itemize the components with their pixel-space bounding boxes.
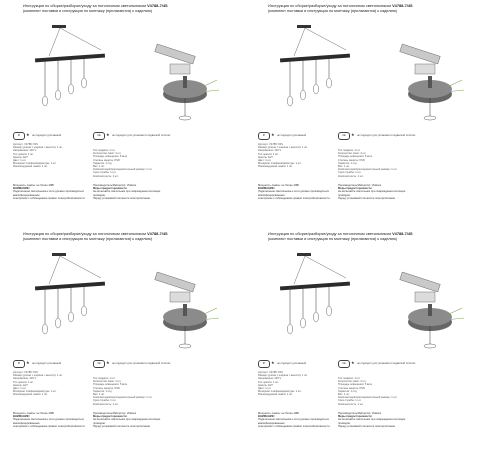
badge2-note: не подходит для установки в подвесной потолок [357, 361, 416, 365]
badge2-note: не подходит для установки в подвесной потолок [112, 361, 171, 365]
badge2-note: не подходит для установки в подвесной потолок [112, 133, 171, 137]
star-icon: ★ [271, 132, 275, 137]
specs-left: Артикул: V4788-7/4S Размер (длина × ширина × высота): 1 шт. Напряжение: 220 V Тип цоколя: 1 шт. Цоколь: E27 Цвет: 1 шт. Материал плафона/арматуры: 1 шт. Рекомендуемая лампа: 1 шт. [13, 371, 63, 397]
specs-left: Артикул: V4788-7/4S Размер (длина × ширина × высота): 1 шт. Напряжение: 220 V Тип цоколя: 1 шт. Цоколь: E27 Цвет: 1 шт. Материал плафона/арматуры: 1 шт. Рекомендуемая лампа: 1 шт. [258, 143, 308, 169]
star-icon: ★ [351, 132, 355, 137]
ce-badge-icon: CE [338, 360, 350, 368]
specs-right: Тип подвеса: 1 шт. Количество ламп: 4 шт. Площадь освещения: 5 кв.м Степень защиты: IP20 Гарантия: 1 год Вес: 1 шт. Комплектация/присоединительный размер: 1 шт. Срок службы: 1 шт. Комплектность: 1 шт. [93, 149, 153, 178]
ip-badge-icon: IP [258, 132, 270, 140]
chandelier-illustration [250, 242, 485, 352]
ce-badge-icon: CE [338, 132, 350, 140]
warning-left: Мощность лампы: не более 40Вт ВНИМАНИЕ! Подключение светильника к сети должно производиться квалифицированным электриком с соблюдением правил электробезопасности. [13, 412, 86, 428]
chandelier-illustration [250, 14, 485, 124]
specs-left: Артикул: V4788-7/4S Размер (длина × ширина × высота): 1 шт. Напряжение: 220 V Тип цоколя: 1 шт. Цоколь: E27 Цвет: 1 шт. Материал плафона/арматуры: 1 шт. Рекомендуемая лампа: 1 шт. [13, 143, 63, 169]
badge1-note: не подходит для ванной [32, 133, 62, 137]
chandelier-illustration [5, 242, 240, 352]
warning-left: Мощность лампы: не более 40Вт ВНИМАНИЕ! Подключение светильника к сети должно производиться квалифицированным электриком с соблюдением правил электробезопасности. [258, 412, 331, 428]
chandelier-illustration [5, 14, 240, 124]
ip-badge-icon: IP [13, 360, 25, 368]
ce-badge-icon: CE [93, 132, 105, 140]
ip-badge-icon: IP [258, 360, 270, 368]
warning-left: Мощность лампы: не более 40Вт ВНИМАНИЕ! Подключение светильника к сети должно производиться квалифицированным электриком с соблюдением правил электробезопасности. [13, 184, 86, 200]
warning-right: Производитель/Импортёр: Vitaluce Меры предосторожности Не включайте светильник при повреждении изоляции проводов. Перед установкой отключите электропитание. [93, 184, 161, 200]
specs-right: Тип подвеса: 1 шт. Количество ламп: 4 шт. Площадь освещения: 5 кв.м Степень защиты: IP20 Гарантия: 1 год Вес: 1 шт. Комплектация/присоединительный размер: 1 шт. Срок службы: 1 шт. Комплектность: 1 шт. [338, 149, 398, 178]
star-icon: ★ [351, 360, 355, 365]
detail-bar [155, 44, 196, 74]
specs-left: Артикул: V4788-7/4S Размер (длина × ширина × высота): 1 шт. Напряжение: 220 V Тип цоколя: 1 шт. Цоколь: E27 Цвет: 1 шт. Материал плафона/арматуры: 1 шт. Рекомендуемая лампа: 1 шт. [258, 371, 308, 397]
warning-right: Производитель/Импортёр: Vitaluce Меры предосторожности Не включайте светильник при повреждении изоляции проводов. Перед установкой отключите электропитание. [93, 412, 161, 428]
specs-right: Тип подвеса: 1 шт. Количество ламп: 4 шт. Площадь освещения: 5 кв.м Степень защиты: IP20 Гарантия: 1 год Вес: 1 шт. Комплектация/присоединительный размер: 1 шт. Срок службы: 1 шт. Комплектность: 1 шт. [338, 377, 398, 406]
card-header: Инструкция по сборке/разборке/уходу за потолочным светильником V4788-7/4S (комплект поставки и инструкция по монтажу (прилагаются) к изделию) [268, 4, 413, 13]
star-icon: ★ [26, 360, 30, 365]
card-header: Инструкция по сборке/разборке/уходу за потолочным светильником V4788-7/4S (комплект поставки и инструкция по монтажу (прилагаются) к изделию) [23, 232, 168, 241]
star-icon: ★ [106, 132, 110, 137]
warning-left: Мощность лампы: не более 40Вт ВНИМАНИЕ! Подключение светильника к сети должно производиться квалифицированным электриком с соблюдением правил электробезопасности. [258, 184, 331, 200]
instruction-card-bottom-left [5, 232, 240, 447]
badge2-note: не подходит для установки в подвесной потолок [357, 133, 416, 137]
star-icon: ★ [106, 360, 110, 365]
instruction-card-top-right [250, 4, 485, 219]
card-header: Инструкция по сборке/разборке/уходу за потолочным светильником V4788-7/4S (комплект поставки и инструкция по монтажу (прилагаются) к изделию) [23, 4, 168, 13]
badge1-note: не подходит для ванной [32, 361, 62, 365]
ce-badge-icon: CE [93, 360, 105, 368]
specs-right: Тип подвеса: 1 шт. Количество ламп: 4 шт. Площадь освещения: 5 кв.м Степень защиты: IP20 Гарантия: 1 год Вес: 1 шт. Комплектация/присоединительный размер: 1 шт. Срок службы: 1 шт. Комплектность: 1 шт. [93, 377, 153, 406]
star-icon: ★ [26, 132, 30, 137]
warning-right: Производитель/Импортёр: Vitaluce Меры предосторожности Не включайте светильник при повреждении изоляции проводов. Перед установкой отключите электропитание. [338, 184, 406, 200]
star-icon: ★ [271, 360, 275, 365]
instruction-card-top-left [5, 4, 240, 219]
badge1-note: не подходит для ванной [277, 361, 307, 365]
ip-badge-icon: IP [13, 132, 25, 140]
warning-right: Производитель/Импортёр: Vitaluce Меры предосторожности Не включайте светильник при повреждении изоляции проводов. Перед установкой отключите электропитание. [338, 412, 406, 428]
badge1-note: не подходит для ванной [277, 133, 307, 137]
instruction-card-bottom-right [250, 232, 485, 447]
card-header: Инструкция по сборке/разборке/уходу за потолочным светильником V4788-7/4S (комплект поставки и инструкция по монтажу (прилагаются) к изделию) [268, 232, 413, 241]
